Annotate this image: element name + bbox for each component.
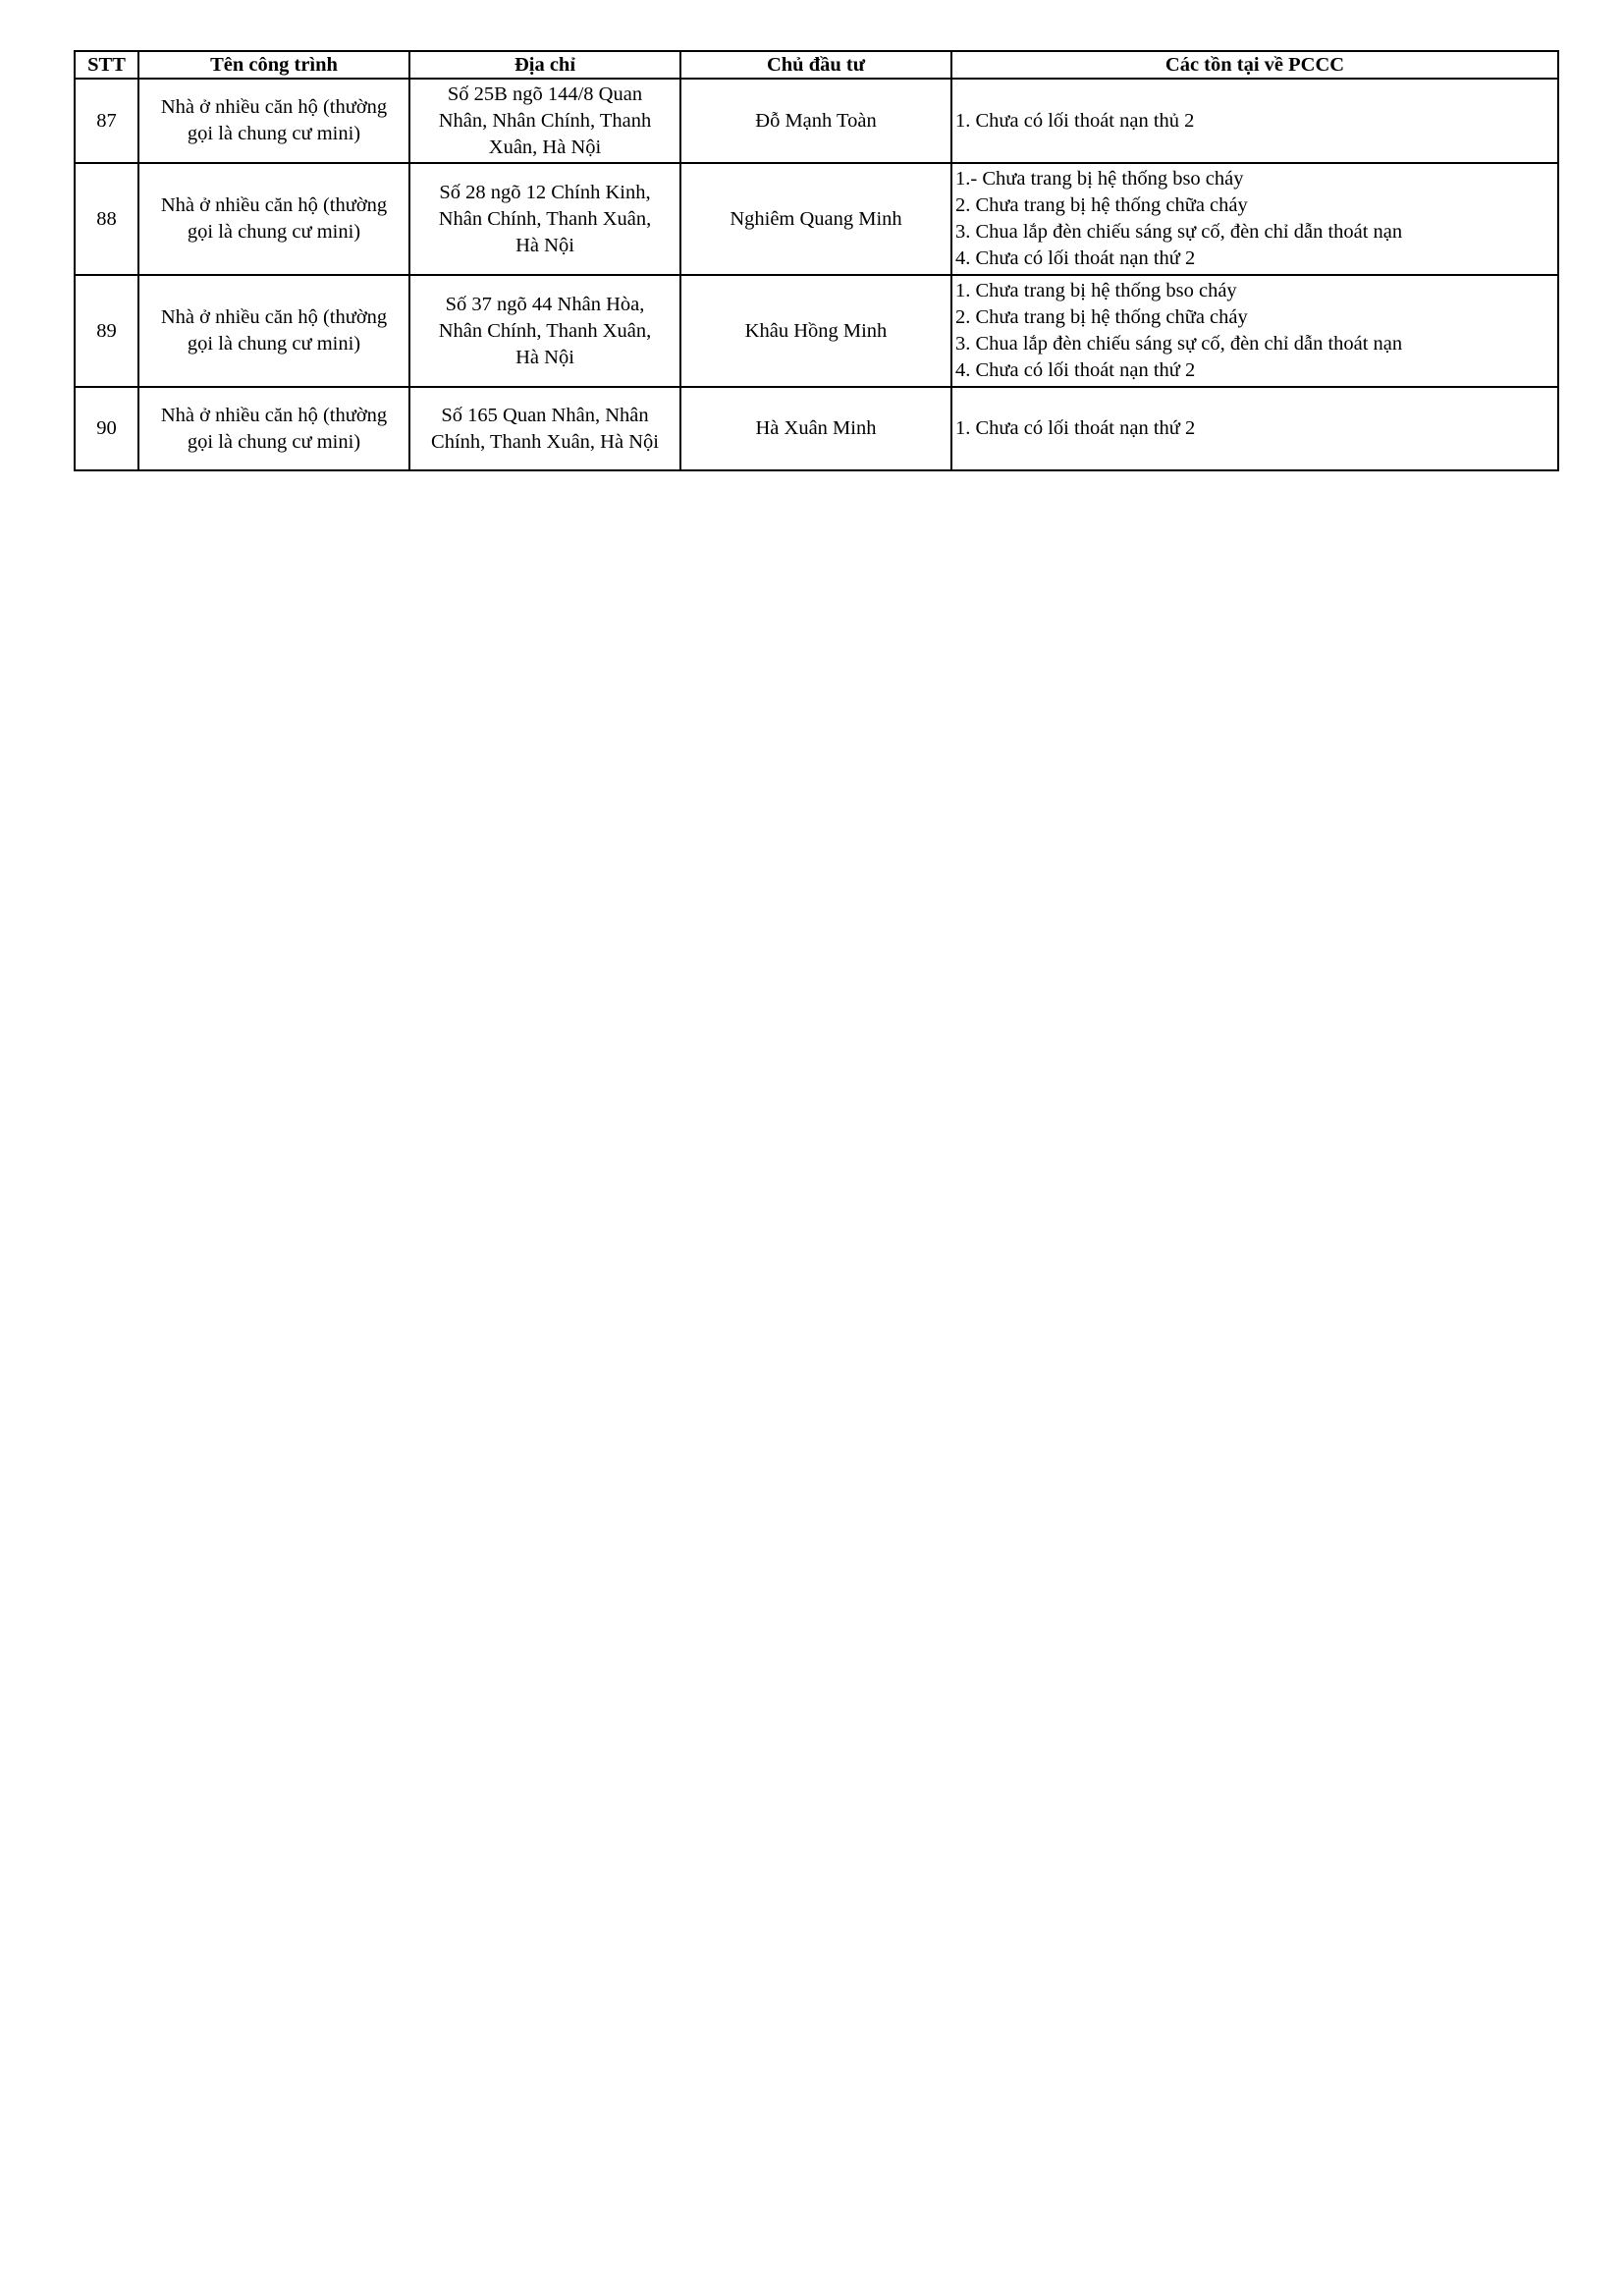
cell-issues (951, 163, 1558, 275)
issue-item: 3. Chua lắp đèn chiếu sáng sự cố, đèn chỉ dẫn thoát nạn (955, 221, 1403, 243)
header-name: Tên công trình (138, 51, 409, 79)
issue-item: 4. Chưa có lối thoát nạn thứ 2 (955, 247, 1196, 269)
pccc-table (74, 50, 1559, 471)
issue-item: 1. Chưa trang bị hệ thống bso cháy (955, 280, 1237, 301)
cell-issues (951, 387, 1558, 470)
header-owner: Chủ đầu tư (680, 51, 951, 79)
header-stt: STT (75, 51, 138, 79)
cell-stt: 87 (75, 79, 138, 163)
cell-owner: Khâu Hồng Minh (680, 275, 951, 387)
cell-address: Số 165 Quan Nhân, Nhân Chính, Thanh Xuân, Hà Nội (409, 387, 680, 470)
issue-item: 1.- Chưa trang bị hệ thống bso cháy (955, 168, 1244, 190)
cell-issues (951, 79, 1558, 163)
cell-stt: 90 (75, 387, 138, 470)
cell-name: Nhà ở nhiều căn hộ (thường gọi là chung cư mini) (138, 387, 409, 470)
cell-address: Số 37 ngõ 44 Nhân Hòa, Nhân Chính, Thanh Xuân, Hà Nội (409, 275, 680, 387)
issue-item: 1. Chưa có lối thoát nạn thứ 2 (955, 417, 1196, 439)
table-header-row (75, 51, 1558, 79)
cell-name: Nhà ở nhiều căn hộ (thường gọi là chung cư mini) (138, 275, 409, 387)
cell-stt: 89 (75, 275, 138, 387)
issue-item: 4. Chưa có lối thoát nạn thứ 2 (955, 359, 1196, 381)
cell-address: Số 28 ngõ 12 Chính Kinh, Nhân Chính, Thanh Xuân, Hà Nội (409, 163, 680, 275)
table-row (75, 79, 1558, 163)
cell-owner: Hà Xuân Minh (680, 387, 951, 470)
table-row (75, 275, 1558, 387)
table-row (75, 163, 1558, 275)
cell-name: Nhà ở nhiều căn hộ (thường gọi là chung cư mini) (138, 79, 409, 163)
cell-name: Nhà ở nhiều căn hộ (thường gọi là chung cư mini) (138, 163, 409, 275)
cell-issues (951, 275, 1558, 387)
table-row (75, 387, 1558, 470)
cell-owner: Đỗ Mạnh Toàn (680, 79, 951, 163)
issue-item: 2. Chưa trang bị hệ thống chữa cháy (955, 194, 1248, 216)
header-issues: Các tồn tại về PCCC (951, 51, 1558, 79)
cell-address: Số 25B ngõ 144/8 Quan Nhân, Nhân Chính, Thanh Xuân, Hà Nội (409, 79, 680, 163)
issue-item: 1. Chưa có lối thoát nạn thủ 2 (955, 109, 1195, 132)
cell-owner: Nghiêm Quang Minh (680, 163, 951, 275)
issue-item: 3. Chua lắp đèn chiếu sáng sự cố, đèn chỉ dẫn thoát nạn (955, 333, 1403, 355)
header-address: Địa chỉ (409, 51, 680, 79)
cell-stt: 88 (75, 163, 138, 275)
issue-item: 2. Chưa trang bị hệ thống chữa cháy (955, 306, 1248, 328)
